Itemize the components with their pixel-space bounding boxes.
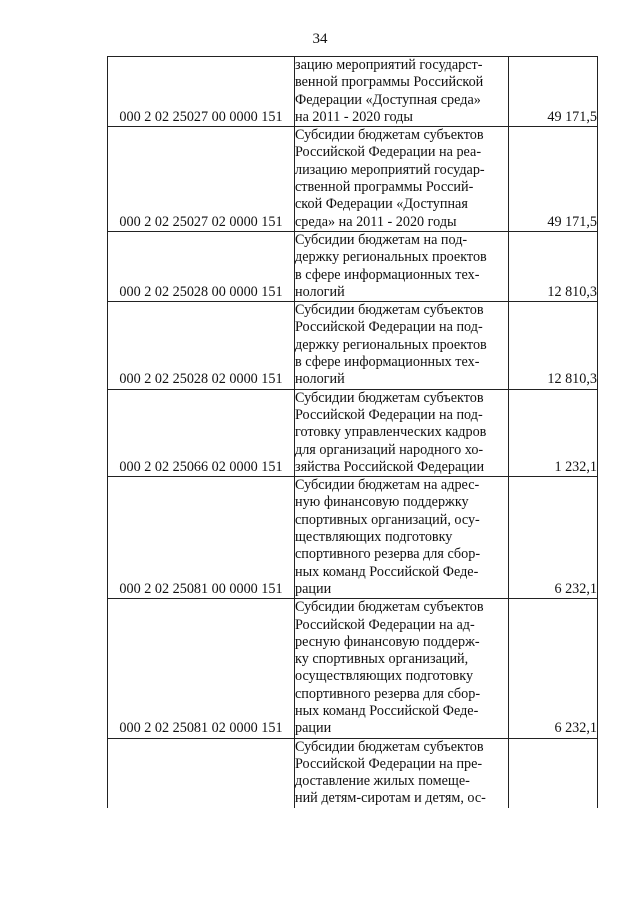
revenue-name-line: ний детям-сиротам и детям, ос- xyxy=(295,790,486,807)
table-row xyxy=(108,477,598,599)
revenue-name-line: рации xyxy=(295,720,332,737)
amount-cell: 12 810,3 xyxy=(509,231,598,301)
revenue-name-cell xyxy=(295,127,509,232)
table-body xyxy=(108,57,598,808)
revenue-name-line: рации xyxy=(295,580,332,597)
revenue-name-line: доставление жилых помеще- xyxy=(295,773,470,790)
revenue-name-line: среда» на 2011 - 2020 годы xyxy=(295,213,457,230)
revenue-name-line: ществляющих подготовку xyxy=(295,529,453,546)
revenue-name-line: лизацию мероприятий государ- xyxy=(295,161,485,178)
revenue-name-line: держку региональных проектов xyxy=(295,249,487,266)
classification-code-cell: 000 2 02 25028 02 0000 151 xyxy=(108,302,295,389)
classification-code-cell: 000 2 02 25081 02 0000 151 xyxy=(108,599,295,738)
revenue-name-line: ных команд Российской Феде- xyxy=(295,563,479,580)
revenue-name-line: готовку управленческих кадров xyxy=(295,424,487,441)
amount-cell: 12 810,3 xyxy=(509,302,598,389)
table-row xyxy=(108,57,598,127)
classification-code-cell: 000 2 02 25081 00 0000 151 xyxy=(108,477,295,599)
amount-cell: 6 232,1 xyxy=(509,477,598,599)
revenue-name-line: Российской Федерации на пре- xyxy=(295,755,483,772)
revenue-name-line: ных команд Российской Феде- xyxy=(295,702,479,719)
budget-revenue-table xyxy=(107,56,598,808)
table-row xyxy=(108,599,598,738)
revenue-name-line: Российской Федерации на под- xyxy=(295,319,483,336)
revenue-name-line: для организаций народного хо- xyxy=(295,441,484,458)
revenue-name-line: нологий xyxy=(295,371,345,388)
revenue-name-line: осуществляющих подготовку xyxy=(295,668,474,685)
revenue-name-line: нологий xyxy=(295,283,345,300)
revenue-name-line: Субсидии бюджетам субъектов xyxy=(295,389,484,406)
revenue-name-line: Российской Федерации на реа- xyxy=(295,144,482,161)
amount-cell: 6 232,1 xyxy=(509,599,598,738)
revenue-name-line: Российской Федерации на под- xyxy=(295,406,483,423)
classification-code-cell xyxy=(108,738,295,808)
revenue-name-cell xyxy=(295,302,509,389)
revenue-name-line: держку региональных проектов xyxy=(295,336,487,353)
revenue-name-line: на 2011 - 2020 годы xyxy=(295,108,413,125)
classification-code-cell: 000 2 02 25027 00 0000 151 xyxy=(108,57,295,127)
revenue-name-line: Субсидии бюджетам субъектов xyxy=(295,127,484,144)
page-number: 34 xyxy=(312,31,328,47)
revenue-name-line: ресную финансовую поддерж- xyxy=(295,633,480,650)
revenue-name-line: Федерации «Доступная среда» xyxy=(295,91,481,108)
table-row xyxy=(108,389,598,476)
revenue-name-line: Субсидии бюджетам на под- xyxy=(295,231,468,248)
classification-code-cell: 000 2 02 25028 00 0000 151 xyxy=(108,231,295,301)
revenue-name-line: Субсидии бюджетам субъектов xyxy=(295,599,484,616)
table-row xyxy=(108,738,598,808)
revenue-name-line: венной программы Российской xyxy=(295,74,484,91)
revenue-name-line: Субсидии бюджетам субъектов xyxy=(295,302,484,319)
amount-cell: 49 171,5 xyxy=(509,57,598,127)
revenue-name-line: в сфере информационных тех- xyxy=(295,266,480,283)
table-row xyxy=(108,127,598,232)
revenue-name-cell xyxy=(295,231,509,301)
revenue-name-cell xyxy=(295,57,509,127)
amount-cell xyxy=(509,738,598,808)
revenue-name-line: спортивных организаций, осу- xyxy=(295,511,480,528)
revenue-name-line: в сфере информационных тех- xyxy=(295,354,480,371)
revenue-name-line: ской Федерации «Доступная xyxy=(295,196,468,213)
classification-code-cell: 000 2 02 25027 02 0000 151 xyxy=(108,127,295,232)
revenue-name-line: ственной программы Россий- xyxy=(295,179,474,196)
revenue-name-line: ку спортивных организаций, xyxy=(295,651,469,668)
revenue-name-cell xyxy=(295,389,509,476)
revenue-name-line: спортивного резерва для сбор- xyxy=(295,685,481,702)
revenue-name-line: Субсидии бюджетам на адрес- xyxy=(295,477,480,494)
revenue-name-line: зяйства Российской Федерации xyxy=(295,458,485,475)
revenue-name-line: Субсидии бюджетам субъектов xyxy=(295,738,484,755)
revenue-name-line: Российской Федерации на ад- xyxy=(295,616,475,633)
table-row xyxy=(108,302,598,389)
revenue-name-line: зацию мероприятий государст- xyxy=(295,57,483,73)
revenue-name-cell xyxy=(295,477,509,599)
amount-cell: 49 171,5 xyxy=(509,127,598,232)
amount-cell: 1 232,1 xyxy=(509,389,598,476)
revenue-name-line: ную финансовую поддержку xyxy=(295,494,469,511)
table-row xyxy=(108,231,598,301)
revenue-name-cell xyxy=(295,599,509,738)
revenue-name-line: спортивного резерва для сбор- xyxy=(295,546,481,563)
revenue-name-cell xyxy=(295,738,509,808)
classification-code-cell: 000 2 02 25066 02 0000 151 xyxy=(108,389,295,476)
